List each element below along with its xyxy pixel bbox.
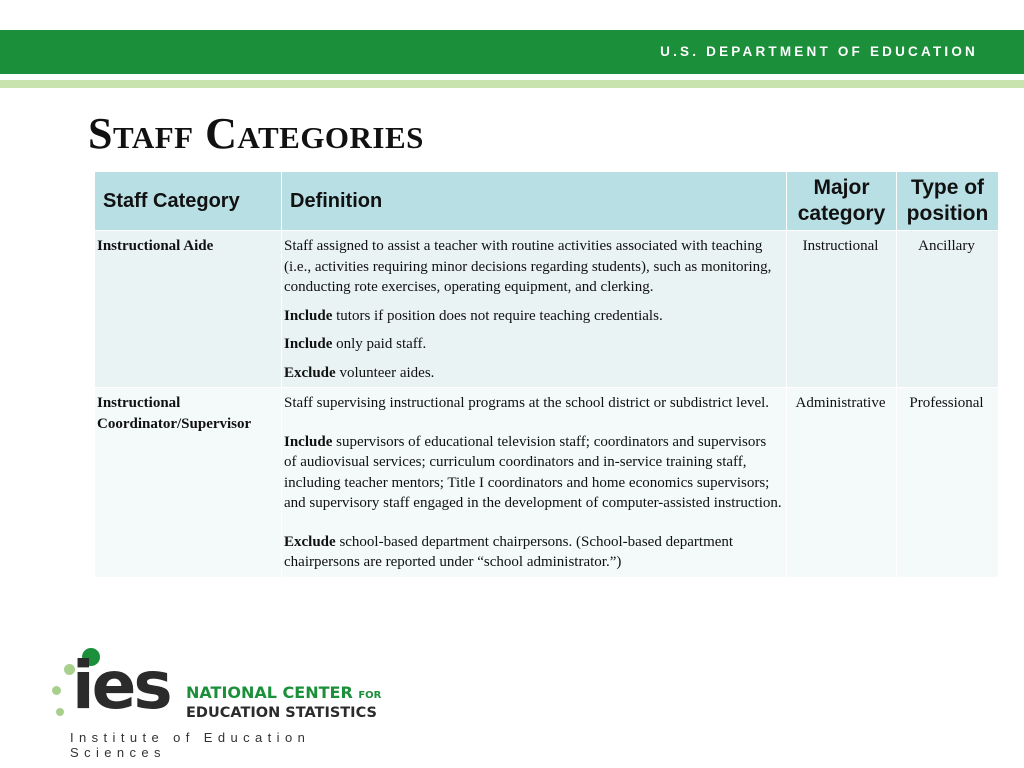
category-name: Coordinator/Supervisor [97, 415, 252, 432]
major-category-cell: Administrative [787, 388, 897, 578]
note-keyword: Include [284, 307, 333, 324]
note-text: supervisors of educational television staff; coordinators and supervisors of audiovisual services; curriculum coordinators and in-service training staff, including teacher mentors; Title I coordinators and home economics supervisors; and supervisory staff engaged in the development of computer-assisted instruction. [284, 433, 782, 511]
table-row [95, 388, 999, 578]
note-keyword: Exclude [284, 364, 336, 381]
position-type-cell: Ancillary [897, 231, 999, 388]
note-text: only paid staff. [332, 336, 427, 352]
position-type-cell: Professional [897, 388, 999, 578]
ies-tagline: Institute of Education Sciences [70, 730, 311, 760]
note-line [284, 334, 782, 355]
note-line [284, 363, 782, 384]
table-header-row [95, 172, 999, 231]
note-keyword: Exclude [284, 533, 336, 550]
note-line [284, 532, 782, 573]
header-type-of-position: Type of position [897, 172, 999, 231]
category-name: Instructional [97, 395, 181, 411]
staff-categories-table [94, 171, 999, 578]
note-text: school-based department chairpersons. (School-based department chairpersons are reported under “school administrator.”) [284, 533, 734, 570]
header-definition: Definition [282, 172, 787, 231]
slide-title: Staff Categories [88, 109, 424, 158]
nces-line1 [186, 684, 381, 705]
note-line [284, 306, 782, 327]
logo-dot [56, 708, 64, 716]
note-keyword: Include [284, 433, 333, 450]
definition-cell [282, 231, 787, 388]
table-row [95, 231, 999, 388]
category-cell [95, 388, 282, 578]
note-keyword: Include [284, 336, 333, 352]
header-staff-category: Staff Category [95, 172, 282, 231]
department-name: U.S. DEPARTMENT OF EDUCATION [660, 44, 978, 59]
accent-bar [0, 80, 1024, 88]
note-line [284, 432, 782, 514]
definition-text: Staff assigned to assist a teacher with routine activities associated with teaching (i.e., activities requiring minor decisions regarding students), such as monitoring, conducting rote exercises, operating equipment, and clerking. [284, 238, 772, 295]
definition-cell [282, 388, 787, 578]
nces-for: FOR [358, 690, 382, 701]
header-bar [0, 30, 1024, 74]
nces-national-center: NATIONAL CENTER [186, 683, 353, 702]
category-name: Instructional Aide [97, 238, 214, 254]
ies-wordmark: ies [72, 647, 170, 724]
definition-text: Staff supervising instructional programs at the school district or subdistrict level. [284, 395, 770, 411]
note-text: volunteer aides. [335, 364, 435, 381]
nces-line2: EDUCATION STATISTICS [186, 705, 377, 721]
major-category-cell: Instructional [787, 231, 897, 388]
header-major-category: Major category [787, 172, 897, 231]
nces-logo [48, 646, 398, 760]
logo-dot [52, 686, 61, 695]
category-cell [95, 231, 282, 388]
note-text: tutors if position does not require teaching credentials. [332, 307, 663, 324]
